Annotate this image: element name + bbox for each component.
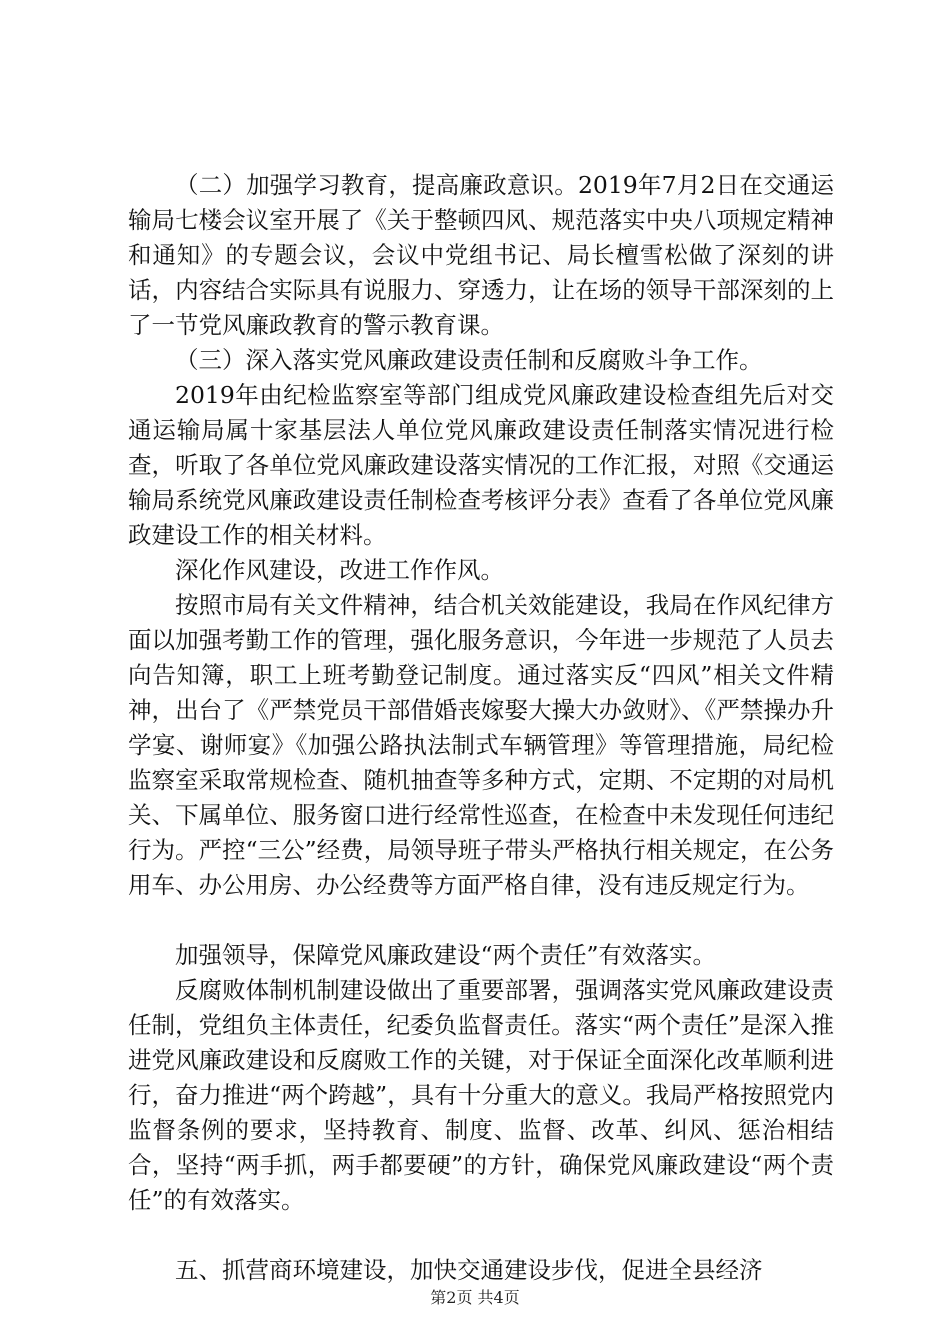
paragraph-two-responsibilities: 反腐败体制机制建设做出了重要部署，强调落实党风廉政建设责任制，党组负主体责任，纪委负监督责任。落实“两个责任”是深入推进党风廉政建设和反腐败工作的关键，对于保证全面深化改革顺利进行，奋力推进“两个跨越”，具有十分重大的意义。我局严格按照党内监督条例的要求，坚持教育、制度、监督、改革、纠风、惩治相结合，坚持“两手抓，两手都要硬”的方针，确保党风廉政建设“两个责任”的有效落实。 [128,976,834,1214]
paragraph-heading-work-style: 深化作风建设，改进工作作风。 [175,556,504,584]
paragraph-section-five: 五、抓营商环境建设，加快交通建设步伐，促进全县经济 [175,1256,763,1284]
paragraph-heading-responsibility: （三）深入落实党风廉政建设责任制和反腐败斗争工作。 [175,346,763,374]
paragraph-heading-two-responsibilities: 加强领导，保障党风廉政建设“两个责任”有效落实。 [175,941,717,969]
document-body [128,168,834,1288]
paragraph-inspection: 2019年由纪检监察室等部门组成党风廉政建设检查组先后对交通运输局属十家基层法人单位党风廉政建设责任制落实情况进行检查，听取了各单位党风廉政建设落实情况的工作汇报，对照《交通运输局系统党风廉政建设责任制检查考核评分表》查看了各单位党风廉政建设工作的相关材料。 [128,381,834,549]
paragraph-study-education: （二）加强学习教育，提高廉政意识。2019年7月2日在交通运输局七楼会议室开展了《关于整顿四风、规范落实中央八项规定精神和通知》的专题会议，会议中党组书记、局长檀雪松做了深刻的讲话，内容结合实际具有说服力、穿透力，让在场的领导干部深刻的上了一节党风廉政教育的警示教育课。 [128,171,834,339]
page-number-footer: 第2页 共4页 [430,1288,520,1307]
paragraph-work-style-measures: 按照市局有关文件精神，结合机关效能建设，我局在作风纪律方面以加强考勤工作的管理，强化服务意识，今年进一步规范了人员去向告知簿，职工上班考勤登记制度。通过落实反“四风”相关文件精神，出台了《严禁党员干部借婚丧嫁娶大操大办敛财》、《严禁操办升学宴、谢师宴》《加强公路执法制式车辆管理》等管理措施，局纪检监察室采取常规检查、随机抽查等多种方式，定期、不定期的对局机关、下属单位、服务窗口进行经常性巡查，在检查中未发现任何违纪行为。严控“三公”经费，局领导班子带头严格执行相关规定，在公务用车、办公用房、办公经费等方面严格自律，没有违反规定行为。 [128,591,834,899]
